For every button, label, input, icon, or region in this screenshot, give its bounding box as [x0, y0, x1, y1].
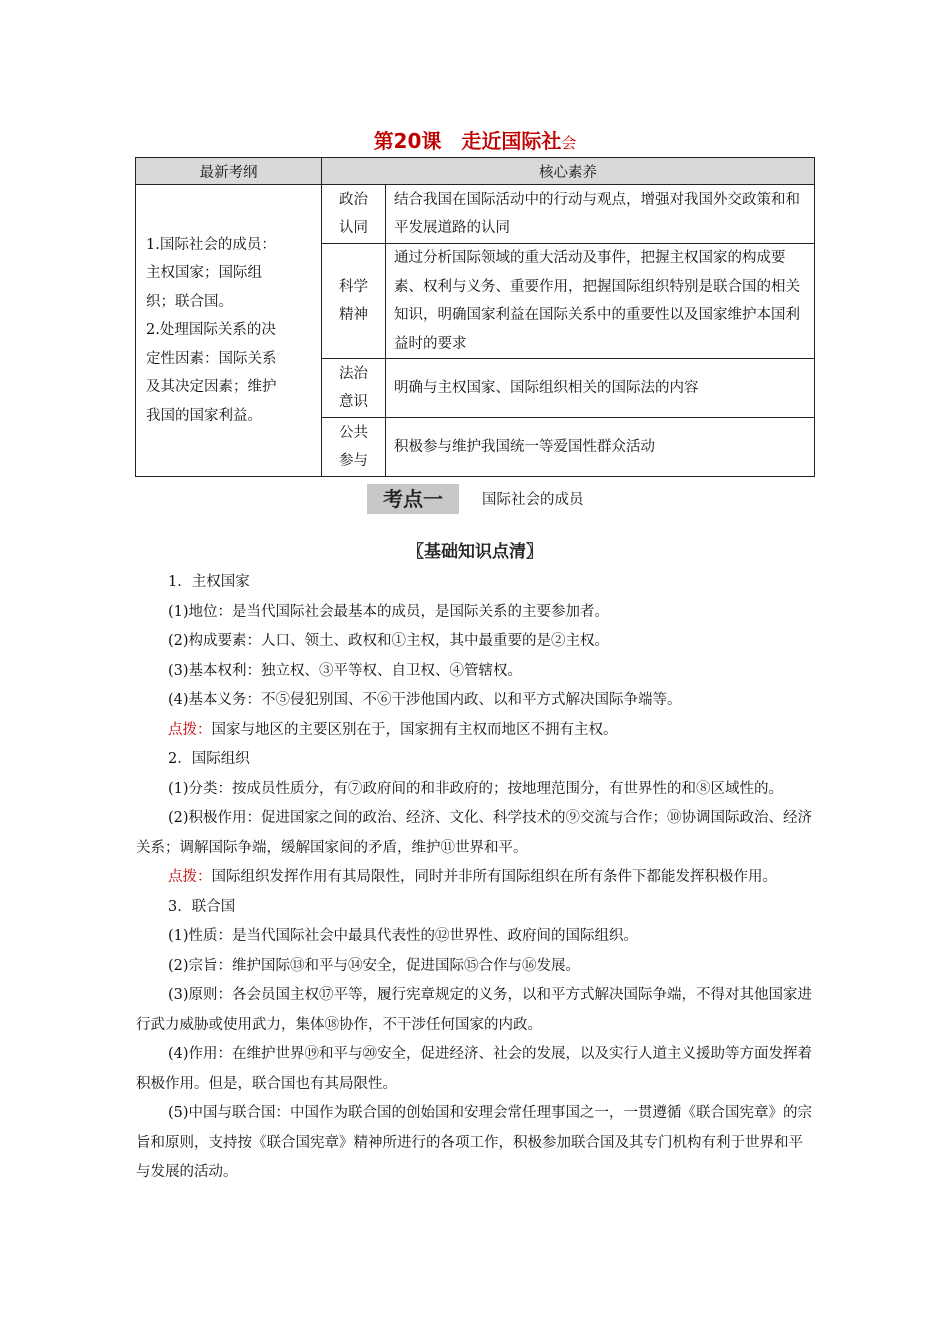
literacy-category: 政治 认同: [322, 185, 386, 244]
literacy-category: 公共 参与: [322, 418, 386, 477]
line: (5)中国与联合国：中国作为联合国的创始国和安理会常任理事国之一，一贯遵循《联合国宪章》的宗旨和原则，支持按《联合国宪章》精神所进行的各项工作，积极参加联合国及其专门机构有利于世界和平与发展的活动。: [136, 1105, 813, 1180]
content-body: [136, 568, 816, 1188]
line: (4)基本义务：不⑤侵犯别国、不⑥干涉他国内政、以和平方式解决国际争端等。: [168, 692, 682, 708]
line: 2．国际组织: [168, 751, 250, 767]
line: 1．主权国家: [168, 574, 250, 590]
line: (1)性质：是当代国际社会中最具代表性的⑫世界性、政府间的国际组织。: [168, 928, 639, 944]
literacy-category: 法治 意识: [322, 359, 386, 418]
line: (1)分类：按成员性质分，有⑦政府间的和非政府的；按地理范围分，有世界性的和⑧区域性的。: [168, 780, 784, 797]
kaodian-label: 考点一: [367, 484, 459, 514]
tip: 点拨：国际组织发挥作用有其局限性，同时并非所有国际组织在所有条件下都能发挥积极作用。: [168, 869, 777, 885]
literacy-desc: 结合我国在国际活动中的行动与观点，增强对我国外交政策和和平发展道路的认同: [386, 185, 815, 244]
line: (2)构成要素：人口、领土、政权和①主权，其中最重要的是②主权。: [168, 633, 610, 649]
header-outline: 最新考纲: [136, 158, 322, 185]
kaodian-title: 国际社会的成员: [482, 492, 584, 508]
header-literacy: 核心素养: [322, 158, 815, 185]
literacy-category: 科学 精神: [322, 244, 386, 359]
tip-label: 点拨：: [168, 869, 212, 885]
line: (2)宗旨：维护国际⑬和平与⑭安全，促进国际⑮合作与⑯发展。: [168, 957, 581, 974]
section-heading: 〖基础知识点清〗: [407, 542, 543, 562]
line: (3)原则：各会员国主权⑰平等，履行宪章规定的义务，以和平方式解决国际争端，不得对其他国家进行武力威胁或使用武力，集体⑱协作，不干涉任何国家的内政。: [136, 987, 813, 1033]
line: (1)地位：是当代国际社会最基本的成员，是国际关系的主要参加者。: [168, 603, 610, 620]
literacy-desc: 通过分析国际领域的重大活动及事件，把握主权国家的构成要素、权利与义务、重要作用，把握国际组织特别是联合国的相关知识，明确国家利益在国际关系中的重要性以及国家维护本国利益时的要求: [386, 244, 815, 359]
literacy-desc: 明确与主权国家、国际组织相关的国际法的内容: [386, 359, 815, 418]
line: (3)基本权利：独立权、③平等权、自卫权、④管辖权。: [168, 662, 523, 679]
lesson-title: 第20课 走近国际社会: [373, 129, 577, 153]
literacy-desc: 积极参与维护我国统一等爱国性群众活动: [386, 418, 815, 477]
line: (2)积极作用：促进国家之间的政治、经济、文化、科学技术的⑨交流与合作；⑩协调国际政治、经济关系；调解国际争端，缓解国家间的矛盾，维护⑪世界和平。: [136, 810, 813, 856]
outline-table: [135, 157, 815, 477]
tip: 点拨：国家与地区的主要区别在于，国家拥有主权而地区不拥有主权。: [168, 721, 618, 738]
line: 3．联合国: [168, 898, 236, 915]
outline-cell: 1.国际社会的成员： 主权国家；国际组 织；联合国。 2.处理国际关系的决 定性因素：国际关系 及其决定因素；维护 我国的国家利益。: [136, 185, 322, 477]
line: (4)作用：在维护世界⑲和平与⑳安全，促进经济、社会的发展，以及实行人道主义援助等方面发挥着积极作用。但是，联合国也有其局限性。: [136, 1046, 813, 1092]
tip-label: 点拨：: [168, 721, 212, 738]
